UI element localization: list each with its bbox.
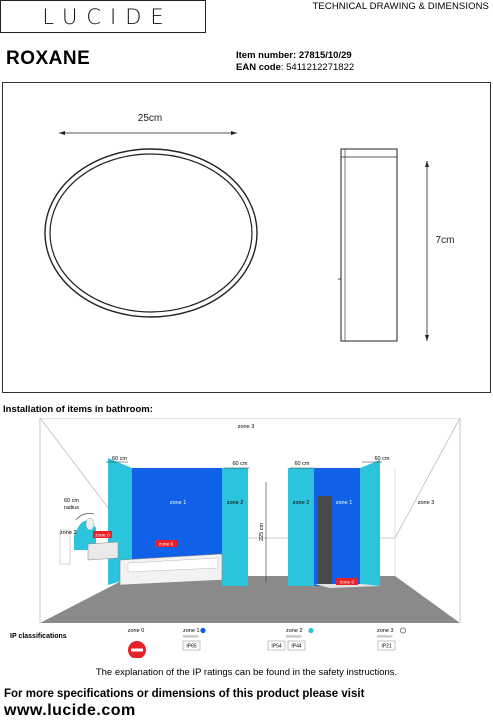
svg-text:IP65: IP65	[186, 643, 197, 650]
fixture-side-view	[338, 149, 397, 341]
room-floor	[40, 576, 460, 623]
zone3-color-dot	[400, 628, 405, 633]
svg-text:zone 0: zone 0	[127, 628, 145, 634]
dim-225cm: 225 cm	[259, 522, 265, 542]
zone1-color-dot	[200, 628, 205, 633]
footer-website-link[interactable]: www.lucide.com	[4, 702, 136, 719]
product-name: ROXANE	[6, 48, 91, 69]
height-dimension-line	[425, 161, 429, 341]
technical-drawing-frame	[2, 82, 491, 393]
shower-zone0-label: zone 0	[339, 580, 355, 586]
svg-text:zone 2: zone 2	[286, 628, 303, 634]
bath-zone2-label: zone 2	[226, 500, 244, 506]
svg-text:IP44: IP44	[291, 643, 302, 650]
bath-zone0-label: zone 0	[158, 542, 174, 548]
svg-text:IP21: IP21	[381, 643, 392, 650]
width-dimension-label: 25cm	[137, 113, 163, 124]
basin-zone0-label: zone 0	[95, 533, 110, 539]
item-number-value: 27815/10/29	[298, 50, 352, 61]
technical-drawing	[3, 83, 492, 394]
zone3-right-label: zone 3	[417, 500, 435, 506]
document-title: TECHNICAL DRAWING & DIMENSIONS	[312, 1, 489, 12]
footer-more-info: For more specifications or dimensions of this product please visit	[4, 688, 365, 700]
dim-60cm-right: 60 cm	[374, 456, 390, 462]
bathroom-diagram	[0, 418, 493, 658]
shower-zone1-label: zone 1	[335, 500, 353, 506]
svg-text:minimum: minimum	[377, 634, 393, 639]
logo-box	[0, 0, 206, 33]
ip-ratings-note: The explanation of the IP ratings can be found in the safety instructions.	[95, 667, 398, 678]
zone3-top-label: zone 3	[237, 424, 255, 430]
svg-text:IP54: IP54	[271, 643, 282, 650]
ean-line	[236, 62, 354, 73]
brand-logo: LUCIDE	[42, 4, 173, 29]
width-dimension-line	[59, 131, 237, 135]
item-number-label: Item number:	[236, 50, 297, 61]
basin-zone2-label: zone 2	[60, 530, 77, 536]
dim-60cm-left: 60 cm	[112, 456, 127, 462]
room-ceiling	[40, 418, 460, 538]
bath-zone2-right-wall	[222, 468, 248, 586]
svg-text:zone 1: zone 1	[183, 628, 200, 634]
dim-60cm-shower: 60 cm	[294, 461, 310, 467]
fixture-front-outer-ring	[45, 149, 257, 317]
bath-zone1-label: zone 1	[169, 500, 187, 506]
svg-text:minimum: minimum	[183, 634, 199, 639]
svg-text:zone 3: zone 3	[377, 628, 394, 634]
item-number-line	[236, 50, 352, 61]
legend-zone1	[183, 628, 206, 650]
ip-classifications-title: IP classifications	[10, 633, 67, 640]
height-dimension-label: 7cm	[435, 235, 455, 246]
ean-value: : 5411212271822	[280, 62, 355, 73]
shower-zone2-label: zone 2	[292, 500, 310, 506]
radius-label-2: radius	[64, 505, 79, 511]
legend-zone2	[268, 628, 314, 650]
svg-text:minimum: minimum	[286, 634, 302, 639]
bathroom-section-title: Installation of items in bathroom:	[3, 404, 153, 415]
shower-screen	[318, 496, 332, 584]
dim-60cm-bath: 60 cm	[232, 461, 248, 467]
radius-label-1: 60 cm	[64, 498, 79, 504]
bathroom-diagram-frame	[0, 418, 493, 658]
legend-zone3	[377, 628, 406, 650]
legend-zone0	[128, 628, 146, 658]
shower-zone2-right-wall	[360, 460, 380, 586]
ean-label: EAN code	[236, 62, 281, 73]
fixture-front-inner-ring	[50, 154, 252, 312]
shower-zone2-left-wall	[288, 468, 314, 586]
zone2-color-dot	[308, 628, 313, 633]
